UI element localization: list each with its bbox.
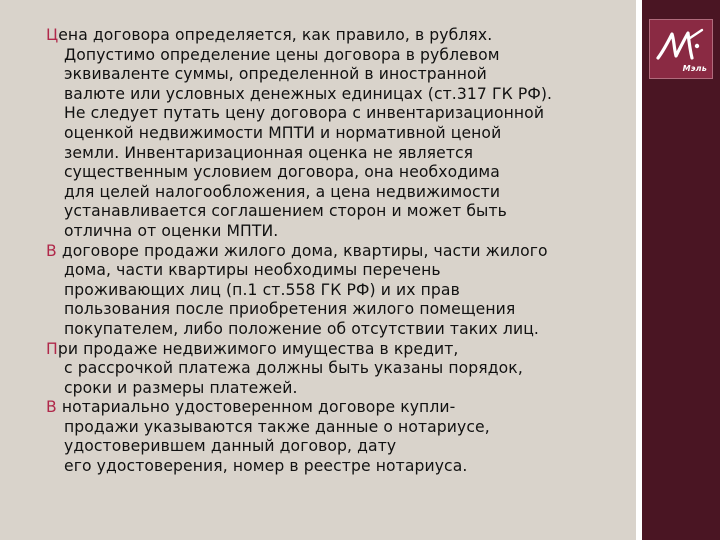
paragraph-price — [46, 26, 631, 242]
paragraph-text: ена договора определяется, как правило, в рублях. Допустимо определение цены договора в рублевом эквиваленте суммы, определенной в иностранной валюте или условных денежных единицах (ст.317 ГК РФ). Не следует путать цену договора с инвентаризационной оценкой недвижимости МПТИ и нормативной ценой земли. Инвентаризационная оценка не является существенным условием договора, она необходима для целей налогообложения, а цена недвижимости устанавливается соглашением сторон и может быть отлична от оценки МПТИ. — [58, 26, 553, 240]
paragraph-notary — [46, 398, 631, 476]
paragraph-lead-letter: В — [46, 398, 57, 417]
paragraph-text: договоре продажи жилого дома, квартиры, части жилого дома, части квартиры необходимы перечень проживающих лиц (п.1 ст.558 ГК РФ) и их прав пользования после приобретения жилого помещения покупателем, либо положение об отсутствии таких лиц. — [61, 241, 548, 338]
brand-logo — [649, 19, 713, 79]
paragraph-credit-sale — [46, 340, 631, 399]
paragraph-lead-letter: В — [46, 241, 57, 260]
paragraph-residential-sale — [46, 242, 631, 340]
text-body — [46, 26, 631, 477]
paragraph-text: нотариально удостоверенном договоре купли- продажи указываются также данные о нотариусе, удостоверившем данный договор, дату его удостоверения, номер в реестре нотариуса. — [61, 398, 490, 476]
paragraph-lead-letter: Ц — [46, 26, 59, 44]
logo-text: Мэль — [682, 64, 707, 73]
paragraph-text: ри продаже недвижимого имущества в кредит, с рассрочкой платежа должны быть указаны порядок, сроки и размеры платежей. — [57, 339, 523, 397]
paragraph-lead-letter: П — [46, 339, 58, 358]
right-sidebar — [642, 0, 720, 540]
